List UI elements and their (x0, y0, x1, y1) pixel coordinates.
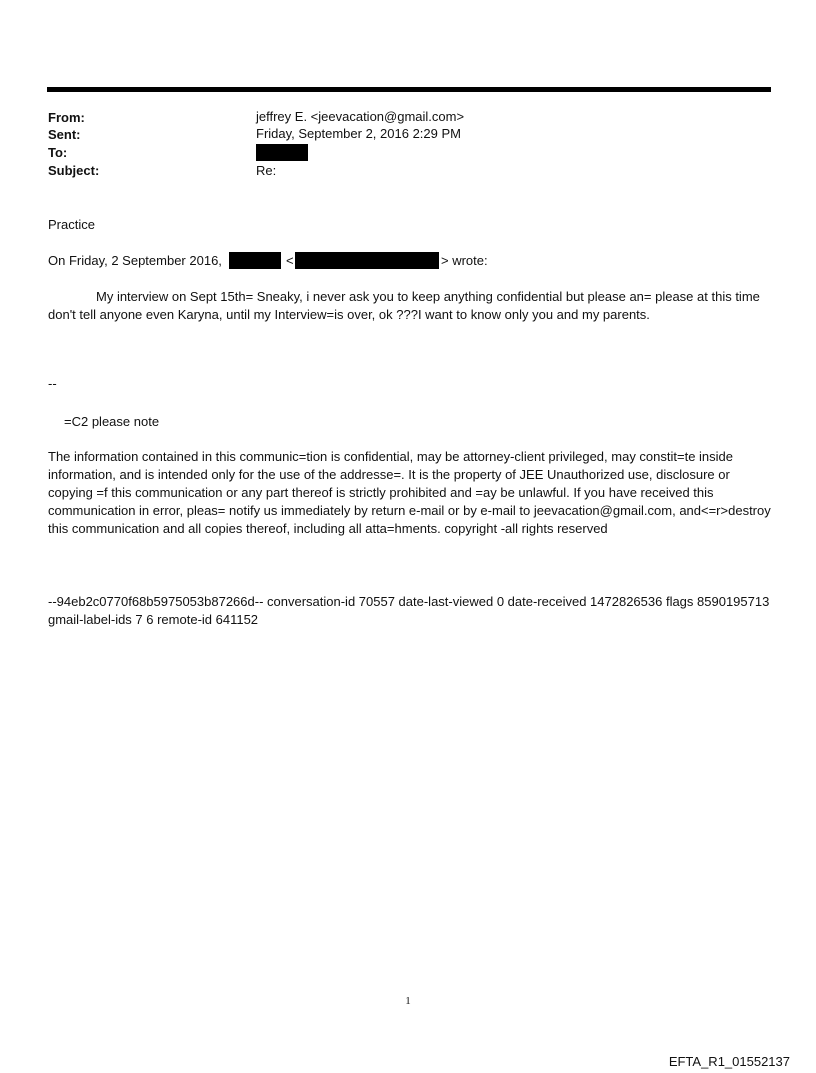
message-metadata: --94eb2c0770f68b5975053b87266d-- conversation-id 70557 date-last-viewed 0 date-received 1472826536 flags 8590195713 gmail-label-ids 7 6 remote-id 641152 (48, 594, 770, 627)
subject-label: Subject: (48, 163, 100, 178)
quote-intro-end: > wrote: (441, 253, 488, 268)
note-line: =C2 please note (64, 414, 160, 429)
from-label: From: (48, 110, 85, 125)
document-id: EFTA_R1_01552137 (668, 1054, 790, 1069)
header-rule (47, 87, 771, 92)
reply-text: Practice (48, 217, 95, 232)
from-value: jeffrey E. <jeevacation@gmail.com> (256, 109, 465, 124)
quote-intro-start: On Friday, 2 September 2016, (48, 253, 222, 268)
signature-separator: -- (48, 376, 57, 391)
subject-value: Re: (256, 163, 277, 178)
page-number: 1 (405, 995, 411, 1007)
quoted-message: My interview on Sept 15th= Sneaky, i never ask you to keep anything confidential but please an= please at this time don't tell anyone even Karyna, until my Interview=is over, ok ???I want to know only you and my parents. (48, 289, 760, 322)
sender-email-redaction (295, 252, 439, 269)
confidentiality-disclaimer: The information contained in this communic=tion is confidential, may be attorney-client privileged, may constit=te inside information, and is intended only for the use of the addresse=. It is the property of JEE Unauthorized use, disclosure or copying =f this communication or any part thereof is strictly prohibited and =ay be unlawful. If you have received this communication in error, pleas= notify us immediately by return e-mail or by e-mail to jeevacation@gmail.com, and<=r>destroy this communication and all copies thereof, including all atta=hments. copyright -all rights reserved (48, 449, 771, 536)
quote-intro-lt: < (286, 253, 294, 268)
to-redaction (256, 144, 308, 161)
sent-label: Sent: (48, 127, 81, 142)
sent-value: Friday, September 2, 2016 2:29 PM (256, 126, 461, 141)
to-label: To: (48, 145, 68, 160)
sender-name-redaction (229, 252, 281, 269)
